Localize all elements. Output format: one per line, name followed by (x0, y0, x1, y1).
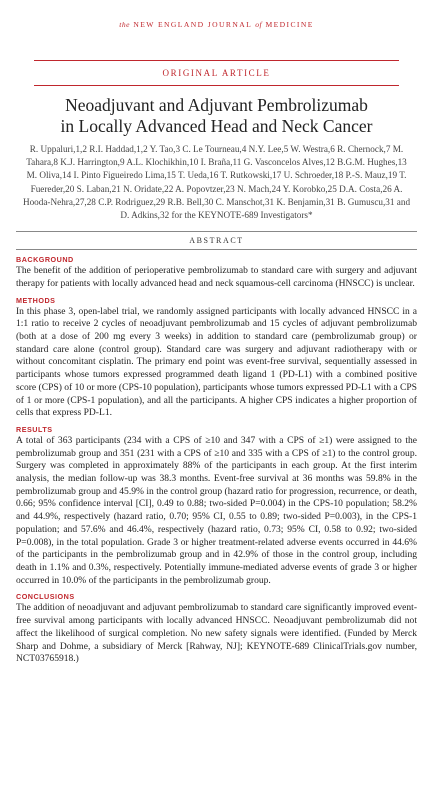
section-label-results: RESULTS (16, 424, 53, 434)
abstract-methods (16, 296, 417, 420)
section-body-results: A total of 363 participants (234 with a CPS of ≥10 and 347 with a CPS of ≥1) were assigned to the pembrolizumab group and 351 (231 with a CPS of ≥10 and 335 with a CPS of ≥1) to the control group. Surgery was completed in approximately 88% of the participants in each group. At the first interim analysis, the median follow-up was 38.3 months. Event-free survival at 36 months was 59.8% in the pembrolizumab group and 45.9% in the control group (hazard ratio for progression, recurrence, or death, 0.66; 95% confidence interval [CI], 0.49 to 0.88; two-sided P=0.004) in the CPS-10 population; 58.2% and 44.9%, respectively (hazard ratio, 0.70; 95% CI, 0.55 to 0.89; two-sided P=0.003), in the CPS-1 population; and 57.6% and 46.4%, respectively (hazard ratio, 0.73; 95% CI, 0.58 to 0.92; two-sided P=0.008), in the total population. Grade 3 or higher treatment-related adverse events occurred in 44.6% of the participants in the pembrolizumab group and in 42.9% of those in the control group, including death in 1.1% and 0.3%, respectively. Potentially immune-mediated adverse events of grade 3 or higher occurred in 10.0% of the participants in the pembrolizumab group. (16, 434, 417, 586)
section-label-methods: METHODS (16, 295, 56, 305)
title-line-2: in Locally Advanced Head and Neck Cancer (60, 116, 373, 136)
abstract-results (16, 425, 417, 587)
abstract-conclusions (16, 592, 417, 666)
section-label-conclusions: CONCLUSIONS (16, 592, 75, 602)
section-body-background: The benefit of the addition of perioperative pembrolizumab to standard care with surgery and adjuvant therapy for patients with locally advanced head and neck squamous-cell carcinoma (HNSCC) is unclear. (16, 265, 417, 289)
abstract-background (16, 255, 417, 290)
journal-of: of (255, 20, 263, 29)
article-title (16, 95, 417, 137)
section-label-background: BACKGROUND (16, 255, 74, 265)
journal-masthead (16, 0, 417, 30)
author-list: R. Uppaluri,1,2 R.I. Haddad,1,2 Y. Tao,3 C. Le Tourneau,4 N.Y. Lee,5 W. Westra,6 R. Chernock,7 M. Tahara,8 K.J. Harrington,9 A.L. Klochikhin,10 I. Braña,11 G. Vasconcelos Alves,12 B.G.M. Hughes,13 M. Oliva,14 I. Pinto Figueiredo Lima,15 T. Ueda,16 T. Rutkowski,17 U. Schroeder,18 P.-S. Mauz,19 T. Fuereder,20 S. Laban,21 N. Oridate,22 A. Popovtzer,23 N. Mach,24 Y. Korobko,25 D.A. Costa,26 A. Hooda-Nehra,27,28 C.P. Rodriguez,29 R.B. Bell,30 C. Manschot,31 K. Benjamin,31 B. Gumuscu,31 and D. Adkins,32 for the KEYNOTE-689 Investigators* (22, 144, 411, 221)
article-type-banner: ORIGINAL ARTICLE (34, 60, 399, 86)
title-line-1: Neoadjuvant and Adjuvant Pembrolizumab (65, 95, 368, 115)
journal-suffix: MEDICINE (265, 20, 314, 29)
section-body-conclusions: The addition of neoadjuvant and adjuvant pembrolizumab to standard care significantly improved event-free survival among participants with locally advanced HNSCC. Neoadjuvant pembrolizumab did not affect the likelihood of surgical completion. No new safety signals were identified. (Funded by Merck Sharp and Dohme, a subsidiary of Merck [Rahway, NJ]; KEYNOTE-689 ClinicalTrials.gov number, NCT03765918.) (16, 602, 417, 665)
journal-prefix: the (119, 20, 131, 29)
abstract-heading: ABSTRACT (16, 231, 417, 250)
section-body-methods: In this phase 3, open-label trial, we randomly assigned participants with locally advanced HNSCC in a 1:1 ratio to receive 2 cycles of neoadjuvant pembrolizumab and 15 cycles of adjuvant pembrolizumab (both at a dose of 200 mg every 3 weeks) in addition to standard care (pembrolizumab group) or standard care alone (control group). Standard care was surgery and adjuvant radiotherapy with or without concomitant cisplatin. The primary end point was event-free survival, sequentially assessed in participants whose tumors expressed programmed death ligand 1 (PD-L1) with a combined positive score (CPS) of 10 or more (CPS-10 population), participants whose tumors expressed PD-L1 with a CPS of 1 or more (CPS-1 population), and all the participants. A higher CPS indicates a higher proportion of cells that express PD-L1. (16, 305, 417, 419)
journal-name: NEW ENGLAND JOURNAL (133, 20, 252, 29)
